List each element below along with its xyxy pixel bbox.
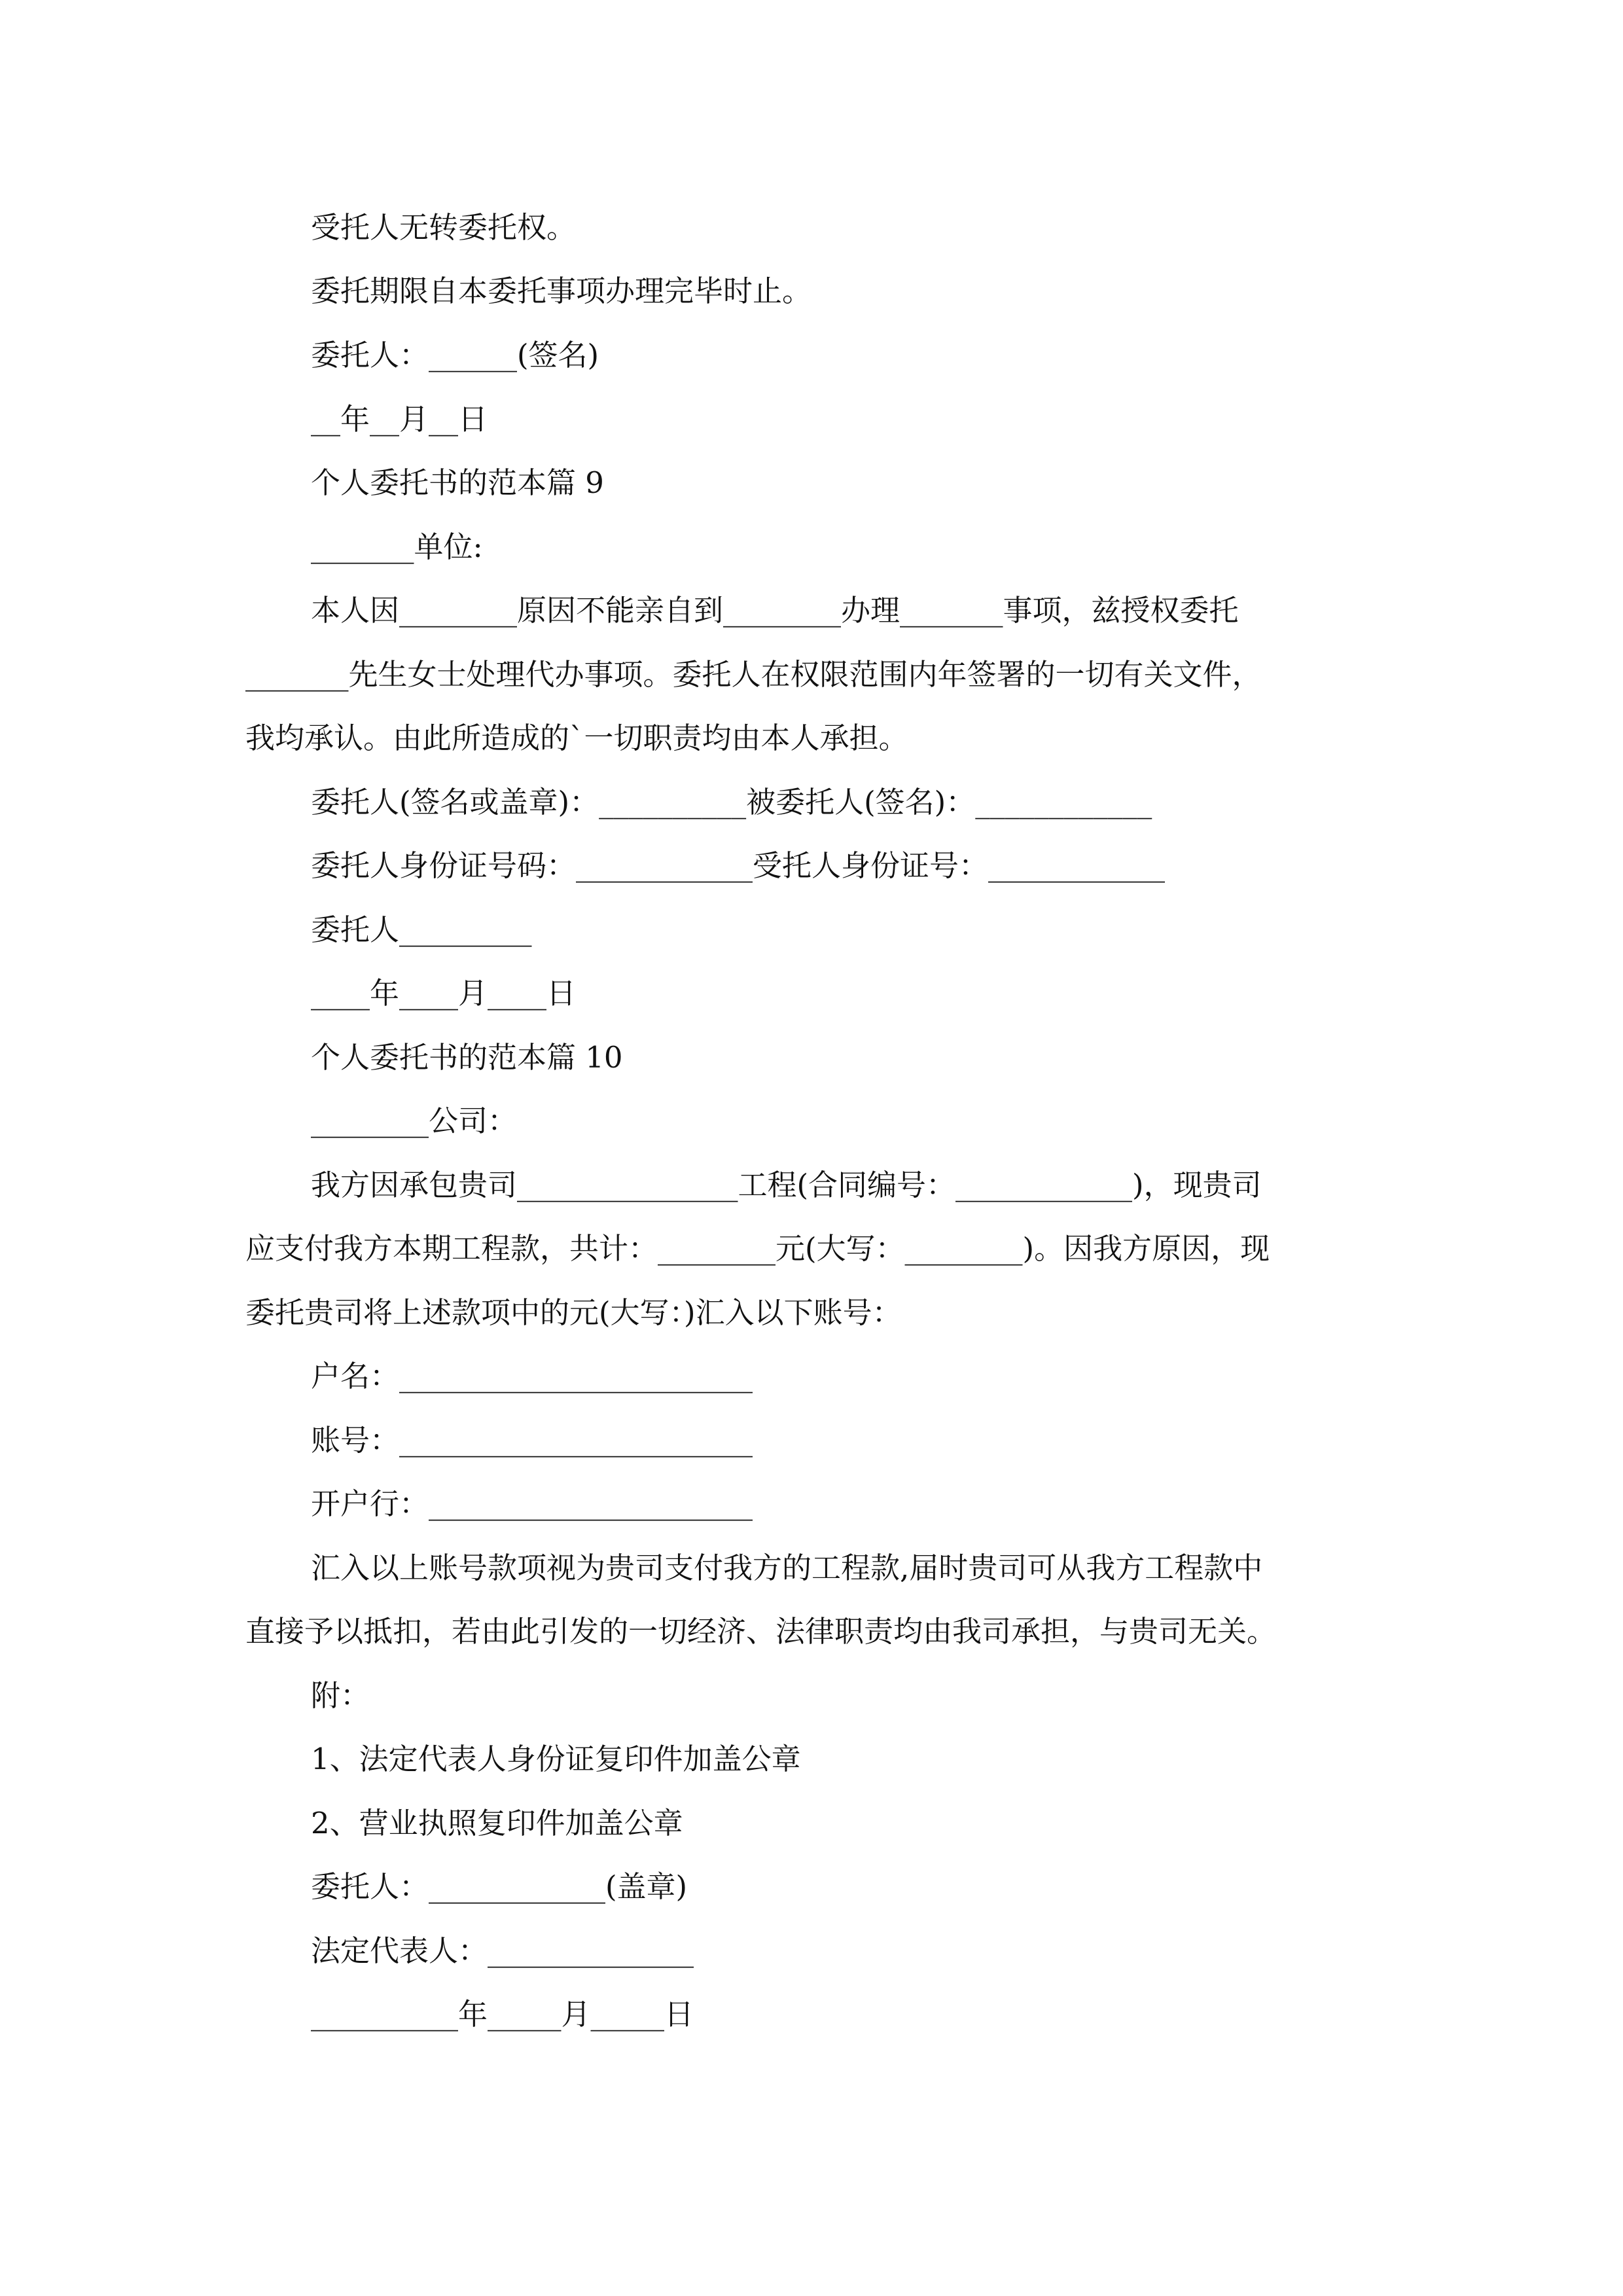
text-line: 委托期限自本委托事项办理完毕时止。: [311, 274, 812, 308]
signature-line: 委托人：______(签名): [311, 338, 599, 372]
attachment-heading: 附：: [311, 1678, 370, 1713]
signature-line: 委托人(签名或盖章)：__________被委托人(签名)：____________: [311, 785, 1152, 819]
text-line: 受托人无转委托权。: [311, 210, 577, 245]
date-line: ____年____月____日: [311, 976, 577, 1011]
legal-representative-line: 法定代表人：______________: [311, 1933, 694, 1968]
text-line: 汇入以上账号款项视为贵司支付我方的工程款,届时贵司可从我方工程款中: [311, 1551, 1263, 1585]
text-line: 直接予以抵扣，若由此引发的一切经济、法律职责均由我司承担，与贵司无关。: [245, 1614, 1277, 1649]
date-line: __年__月__日: [311, 402, 488, 437]
text-line: 委托贵司将上述款项中的元(大写：)汇入以下账号：: [245, 1295, 902, 1330]
section-heading: 个人委托书的范本篇 10: [311, 1040, 623, 1075]
bank-line: 开户行：______________________: [311, 1486, 753, 1521]
text-line: 我方因承包贵司_______________工程(合同编号：____________)，现贵司: [311, 1168, 1262, 1202]
signature-line: 委托人_________: [311, 912, 532, 947]
section-heading: 个人委托书的范本篇 9: [311, 465, 604, 500]
attachment-item: 2、营业执照复印件加盖公章: [311, 1806, 683, 1840]
account-number-line: 账号：________________________: [311, 1423, 753, 1458]
addressee-line: _______单位:: [311, 529, 483, 564]
text-line: 本人因________原因不能亲自到________办理_______事项，兹授权委托: [311, 593, 1239, 628]
id-number-line: 委托人身份证号码：____________受托人身份证号：____________: [311, 848, 1166, 883]
text-line: 应支付我方本期工程款，共计：________元(大写：________)。因我方原因，现: [245, 1231, 1270, 1266]
text-line: _______先生女士处理代办事项。委托人在权限范围内年签署的一切有关文件，: [245, 657, 1262, 692]
date-line: __________年_____月_____日: [311, 1997, 694, 2032]
account-name-line: 户名：________________________: [311, 1359, 753, 1393]
attachment-item: 1、法定代表人身份证复印件加盖公章: [311, 1742, 801, 1776]
signature-line: 委托人：____________(盖章): [311, 1869, 688, 1904]
addressee-line: ________公司：: [311, 1103, 518, 1138]
text-line: 我均承认。由此所造成的`一切职责均由本人承担。: [245, 721, 908, 755]
